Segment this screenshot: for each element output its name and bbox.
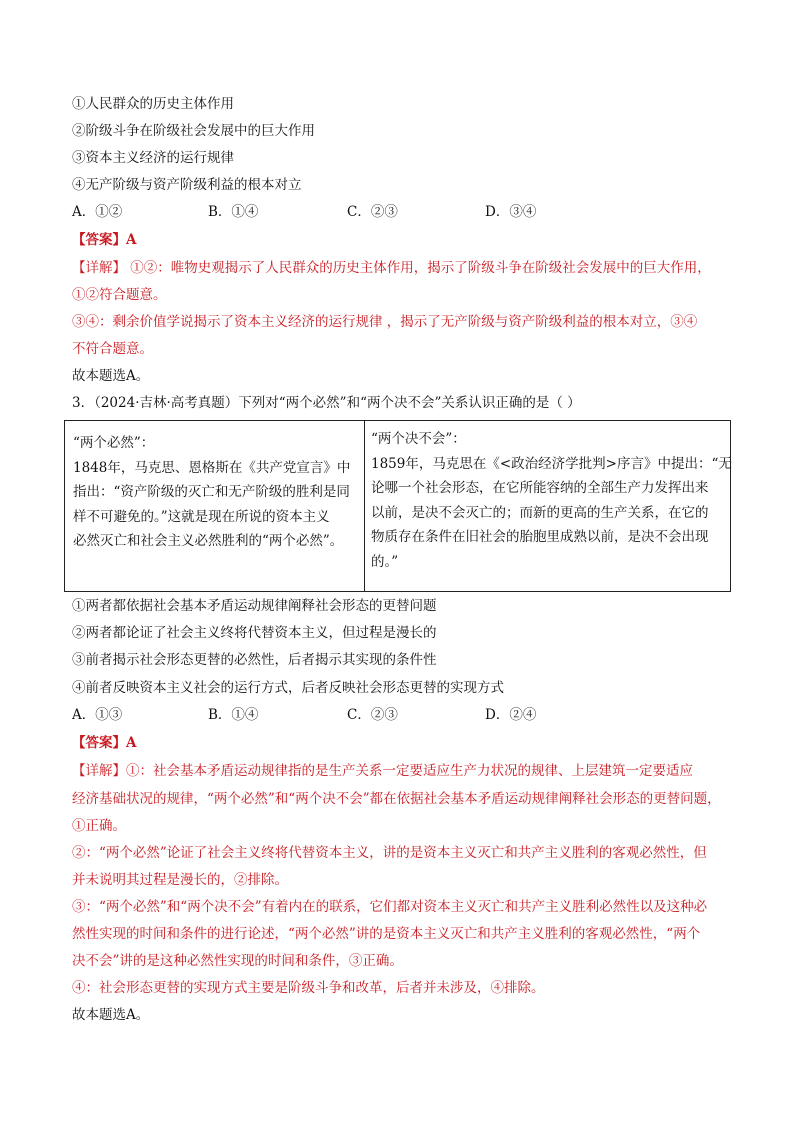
q3-detail-2a: ②：“两个必然”论证了社会主义终将代替资本主义，讲的是资本主义灭亡和共产主义胜利的客观必然性，但 (72, 845, 707, 861)
cell-left-line: 必然灭亡和社会主义必然胜利的“两个必然”。 (73, 533, 344, 549)
q2-detail-line4: 不符合题意。 (72, 341, 153, 357)
q2-item-2: ②阶级斗争在阶级社会发展中的巨大作用 (72, 123, 315, 139)
q2-option-c: C．②③ (347, 204, 398, 220)
q2-detail-line3: ③④：剩余价值学说揭示了资本主义经济的运行规律 ，揭示了无产阶级与资产阶级利益的根本对立，③④ (72, 314, 698, 330)
q3-detail-3a: ③：“两个必然”和“两个决不会”有着内在的联系，它们都对资本主义灭亡和共产主义胜利必然性以及这种必 (72, 899, 708, 915)
cell-left-line: 指出：“资产阶级的灭亡和无产阶级的胜利是同 (73, 484, 350, 500)
table-cell-two-inevitables (73, 431, 357, 554)
q2-detail-line2: ①②符合题意。 (72, 287, 167, 303)
cell-right-line: 的。” (371, 553, 399, 570)
q3-conclusion: 故本题选A。 (72, 1007, 150, 1023)
cell-right-line: 以前，是决不会灭亡的；而新的更高的生产关系，在它的 (371, 504, 709, 521)
quote-table (64, 420, 731, 592)
q2-answer: 【答案】A (72, 232, 137, 248)
q3-stem: 3．（2024·吉林·高考真题）下列对“两个必然”和“两个决不会”关系认识正确的是（ ） (72, 395, 581, 411)
q3-detail-3c: 决不会”讲的是这种必然性实现的时间和条件，③正确。 (72, 953, 403, 969)
q2-item-1: ①人民群众的历史主体作用 (72, 96, 234, 112)
q3-item-4: ④前者反映资本主义社会的运行方式，后者反映社会形态更替的实现方式 (72, 680, 504, 696)
q3-option-d: D．②④ (485, 707, 537, 723)
q3-detail-1a: 【详解】①：社会基本矛盾运动规律指的是生产关系一定要适应生产力状况的规律、上层建筑一定要适应 (72, 763, 693, 779)
q3-option-c: C．②③ (347, 707, 398, 723)
cell-right-line: 1859年，马克思在《<政治经济学批判>序言》中提出：“无 (371, 455, 732, 472)
table-divider (364, 421, 365, 591)
table-cell-two-nevers (371, 427, 732, 574)
cell-left-line: 1848年，马克思、恩格斯在《共产党宣言》中 (73, 459, 351, 476)
q2-item-3: ③资本主义经济的运行规律 (72, 150, 234, 166)
cell-right-line: “两个决不会”： (371, 431, 466, 447)
q2-option-d: D．③④ (485, 204, 537, 220)
q3-item-2: ②两者都论证了社会主义终将代替资本主义，但过程是漫长的 (72, 625, 437, 641)
q2-conclusion: 故本题选A。 (72, 368, 150, 384)
q3-item-1: ①两者都依据社会基本矛盾运动规律阐释社会形态的更替问题 (72, 598, 437, 614)
q3-detail-1c: ①正确。 (72, 818, 126, 834)
q3-detail-2b: 并未说明其过程是漫长的，②排除。 (72, 872, 288, 888)
q2-item-4: ④无产阶级与资产阶级利益的根本对立 (72, 177, 302, 193)
q3-detail-4: ④：社会形态更替的实现方式主要是阶级斗争和改革，后者并未涉及，④排除。 (72, 980, 545, 996)
cell-right-line: 物质存在条件在旧社会的胎胞里成熟以前，是决不会出现 (371, 529, 709, 545)
q2-detail-line1: 【详解】 ①②：唯物史观揭示了人民群众的历史主体作用，揭示了阶级斗争在阶级社会发展中的巨大作用， (72, 260, 711, 276)
cell-right-line: 论哪一个社会形态，在它所能容纳的全部生产力发挥出来 (371, 480, 709, 496)
q3-answer: 【答案】A (72, 735, 137, 751)
q3-item-3: ③前者揭示社会形态更替的必然性，后者揭示其实现的条件性 (72, 652, 437, 668)
cell-left-line: “两个必然”： (73, 435, 155, 451)
q3-option-b: B．①④ (208, 707, 259, 723)
cell-left-line: 样不可避免的。”这就是现在所说的资本主义 (73, 508, 330, 525)
q2-option-a: A．①② (72, 204, 123, 220)
q2-option-b: B．①④ (208, 204, 259, 220)
q3-option-a: A．①③ (72, 707, 123, 723)
q3-detail-1b: 经济基础状况的规律，“两个必然”和“两个决不会”都在依据社会基本矛盾运动规律阐释社会形态的更替问题， (72, 791, 721, 807)
q3-detail-3b: 然性实现的时间和条件的进行论述，“两个必然”讲的是资本主义灭亡和共产主义胜利的客观必然性，“两个 (72, 926, 701, 942)
